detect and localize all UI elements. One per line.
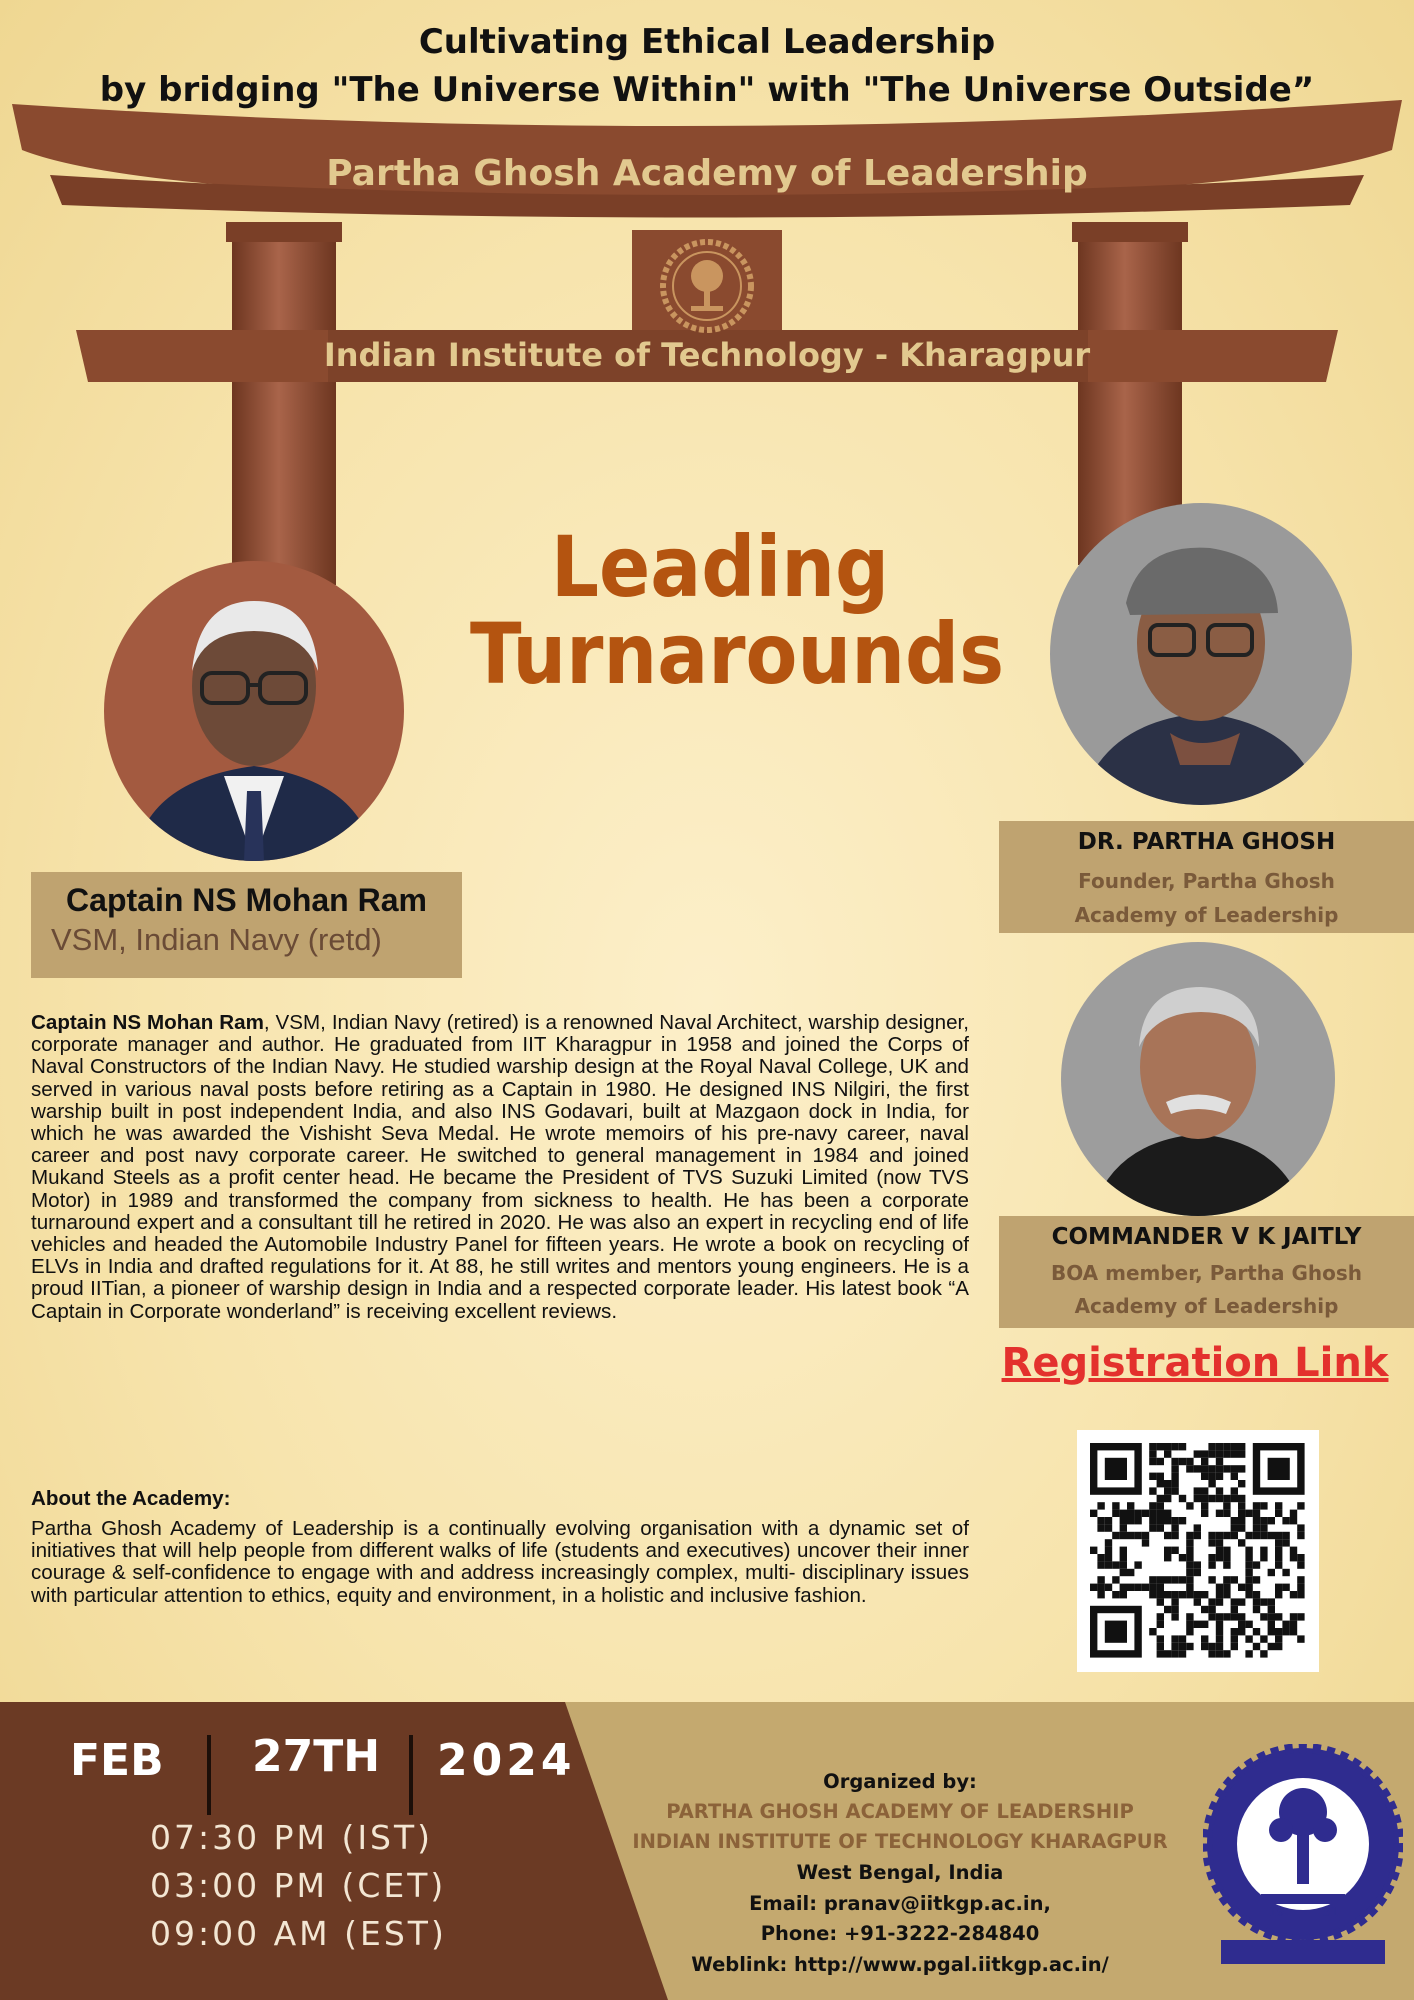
date-day: 27TH <box>252 1731 381 1782</box>
organizer-line-1: PARTHA GHOSH ACADEMY OF LEADERSHIP <box>666 1800 1134 1823</box>
speaker-right-2-namebox <box>999 1216 1414 1328</box>
speaker-right-2-name: COMMANDER V K JAITLY <box>1051 1224 1362 1250</box>
speaker-main-subtitle: VSM, Indian Navy (retd) <box>51 922 382 957</box>
header-line-2: by bridging "The Universe Within" with "The Universe Outside” <box>99 70 1315 110</box>
speaker-main-name: Captain NS Mohan Ram <box>66 882 427 918</box>
logo-year-right: 51 <box>1323 1905 1339 1919</box>
speaker-main-namebox <box>31 872 462 978</box>
registration-link[interactable]: Registration Link <box>1001 1340 1389 1386</box>
date-month: FEB <box>70 1735 164 1786</box>
speaker-right-1-namebox <box>999 821 1414 933</box>
date-divider <box>207 1735 211 1815</box>
organizer-line-2: INDIAN INSTITUTE OF TECHNOLOGY KHARAGPUR <box>632 1830 1168 1853</box>
person-icon <box>1061 942 1335 1216</box>
gate-top-banner: Partha Ghosh Academy of Leadership <box>326 153 1088 194</box>
speaker-right-2-role-1: BOA member, Partha Ghosh <box>1050 1261 1363 1285</box>
speaker-right-1-name: DR. PARTHA GHOSH <box>1077 829 1336 855</box>
speaker-right-2-role-2: Academy of Leadership <box>1074 1294 1339 1318</box>
header-line-1: Cultivating Ethical Leadership <box>418 22 996 62</box>
qr-code-pattern <box>1077 1430 1319 1672</box>
gate-lower-banner: Indian Institute of Technology - Kharagpur <box>323 336 1091 374</box>
speaker-right-1-role-2: Academy of Leadership <box>1074 903 1339 927</box>
bio-name-bold: Captain NS Mohan Ram <box>31 1011 264 1034</box>
organizer-location: West Bengal, India <box>796 1861 1004 1884</box>
time-ist: 07:30 PM (IST) <box>150 1818 434 1857</box>
speaker-main-photo <box>104 561 404 861</box>
speaker-bio <box>31 1012 969 1323</box>
about-heading: About the Academy: <box>31 1487 231 1510</box>
organizer-weblink[interactable]: Weblink: http://www.pgal.iitkgp.ac.in/ <box>691 1953 1109 1976</box>
event-title-line-2: Turnarounds <box>470 605 1005 703</box>
person-icon <box>104 561 404 861</box>
organizer-email: Email: pranav@iitkgp.ac.in, <box>749 1892 1051 1915</box>
speaker-right-1-role-1: Founder, Partha Ghosh <box>1078 869 1335 893</box>
speaker-right-1-photo <box>1050 503 1352 805</box>
date-divider <box>409 1735 413 1815</box>
date-year: 2024 <box>437 1735 576 1786</box>
person-icon <box>1050 503 1352 805</box>
speaker-right-2-photo <box>1061 942 1335 1216</box>
time-cet: 03:00 PM (CET) <box>150 1866 447 1905</box>
event-title-line-1: Leading <box>550 518 890 616</box>
qr-code-icon[interactable] <box>1077 1430 1319 1672</box>
iit-kharagpur-logo <box>1203 1744 1403 1970</box>
academy-tree-emblem-icon <box>659 238 755 334</box>
organizer-label: Organized by: <box>823 1770 977 1793</box>
time-est: 09:00 AM (EST) <box>150 1914 447 1953</box>
logo-year-left: 19 <box>1269 1905 1285 1919</box>
about-text: Partha Ghosh Academy of Leadership is a continually evolving organisation with a dynamic set of initiatives that will help people from different walks of life (students and executives) uncover their inner courage & self-confidence to engage with and address increasingly complex, multi- disciplinary issues with particular attention to ethics, equity and environment, in a holistic and inclusive fashion. <box>31 1517 969 1607</box>
bio-text: , VSM, Indian Navy (retired) is a renowned Naval Architect, warship designer, corporate manager and author. He graduated from IIT Kharagpur in 1958 and joined the Corps of Naval Constructors of the Indian Navy. He studied warship design at the Royal Naval College, UK and served in various naval posts before retiring as a Captain in 1980. He designed INS Nilgiri, the first warship built in post independent India, and also INS Godavari, built at Mazgaon dock in India, for which he was awarded the Vishisht Seva Medal. He wrote memoirs of his pre-navy career, naval career and post navy corporate career. He switched to general management in 1984 and joined Mukand Steels as a profit center head. He became the President of TVS Suzuki Limited (now TVS Motor) in 1989 and transformed the company from sickness to health. He has been a corporate turnaround expert and a consultant till he retired in 2020. He was also an expert in recycling end of life vehicles and headed the Automobile Industry Panel for fifteen years. He wrote a book on recycling of ELVs in India and drafted regulations for it. At 88, he still writes and mentors young engineers. He is a proud IITian, a pioneer of warship design in India and a respected corporate leader. His latest book “A Captain in Corporate wonderland” is receiving excellent reviews. <box>31 1011 969 1323</box>
organizer-phone: Phone: +91-3222-284840 <box>760 1922 1040 1945</box>
